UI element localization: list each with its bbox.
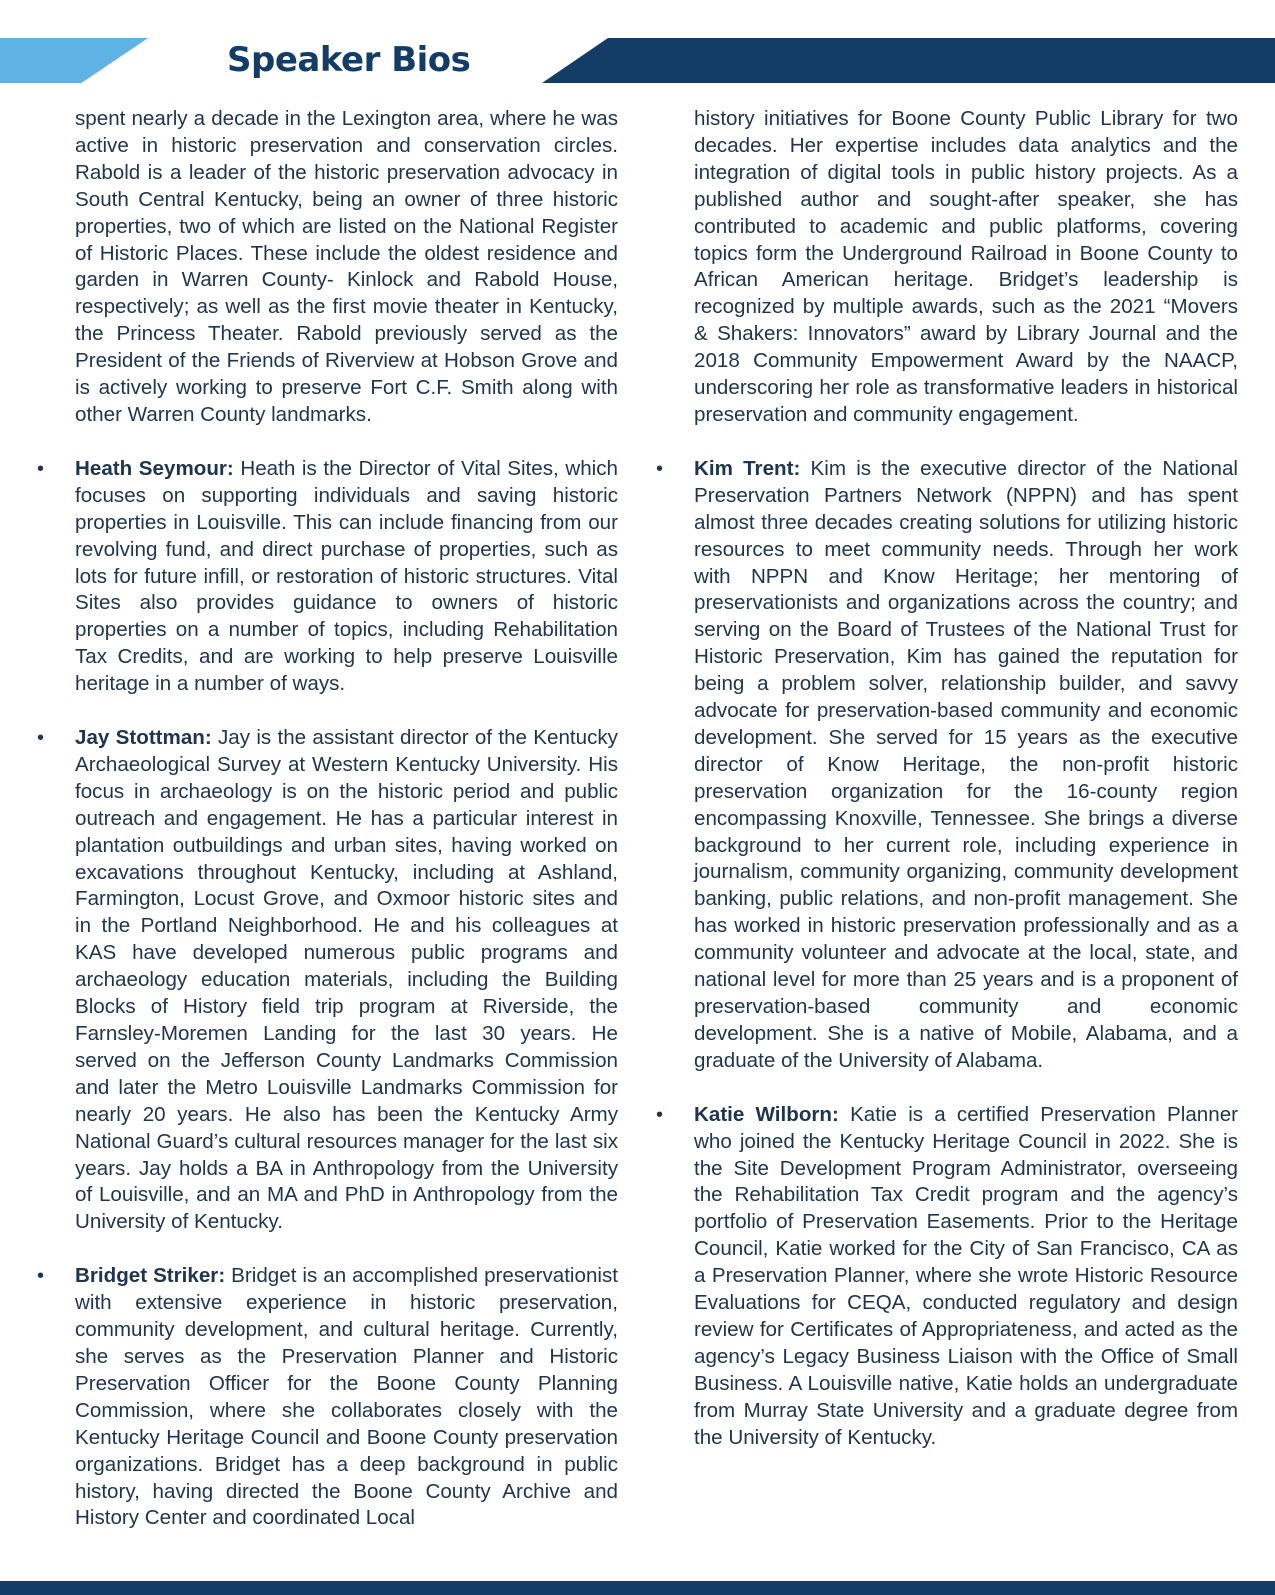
speaker-name: Katie Wilborn:: [694, 1102, 839, 1126]
speaker-bio-text: Jay is the assistant director of the Kentucky Archaeological Survey at Western Kentucky University. His focus in archaeology is on the historic period and public outreach and engagement. He has a particular interest in plantation outbuildings and urban sites, having worked on excavations throughout Kentucky, including at Ashland, Farmington, Locust Grove, and Oxmoor historic sites and in the Portland Neighborhood. He and his colleagues at KAS have developed numerous public programs and archaeology education materials, including the Building Blocks of History field trip program at Riverside, the Farnsley-Moremen Landing for the last 30 years. He served on the Jefferson County Landmarks Commission and later the Metro Louisville Landmarks Commission for nearly 20 years. He also has been the Kentucky Army National Guard’s cultural resources manager for the last six years. Jay holds a BA in Anthropology from the University of Louisville, and an MA and PhD in Anthropology from the University of Kentucky.: [75, 726, 618, 1234]
speaker-name: Bridget Striker:: [75, 1264, 226, 1288]
speaker-name: Heath Seymour:: [75, 456, 234, 480]
bullet-icon: •: [656, 1103, 664, 1126]
bullet-icon: •: [37, 727, 45, 750]
bio-bridget-striker: [37, 1263, 618, 1532]
footer-bar: [0, 1581, 1275, 1595]
left-column: [37, 106, 618, 1532]
speaker-bio-text: Kim is the executive director of the National Preservation Partners Network (NPPN) and has spent almost three decades creating solutions for utilizing historic resources to meet community needs. Through her work with NPPN and Know Heritage; her mentoring of preservationists and organizations across the country; and serving on the Board of Trustees of the National Trust for Historic Preservation, Kim has gained the reputation for being a problem solver, relationship builder, and savvy advocate for preservation-based community and economic development. She served for 15 years as the executive director of Know Heritage, the non-profit historic preservation organization for the 16-county region encompassing Knoxville, Tennessee. She brings a diverse background to her current role, including experience in journalism, community organizing, community development banking, public relations, and non-profit management. She has worked in historic preservation professionally and as a community volunteer and advocate at the local, state, and national level for more than 25 years and is a proponent of preservation-based community and economic development. She is a native of Mobile, Alabama, and a graduate of the University of Alabama.: [694, 456, 1238, 1072]
speaker-name: Jay Stottman:: [75, 726, 212, 750]
header-accent-right: [542, 38, 1275, 83]
speaker-bio-text: Katie is a certified Preservation Planner who joined the Kentucky Heritage Council in 2022. She is the Site Development Program Administrator, overseeing the Rehabilitation Tax Credit program and the agency’s portfolio of Preservation Easements. Prior to the Heritage Council, Katie worked for the City of San Francisco, CA as a Preservation Planner, where she wrote Historic Resource Evaluations for CEQA, conducted regulatory and design review for Certificates of Appropriateness, and acted as the agency’s Legacy Business Liaison with the Office of Small Business. A Louisville native, Katie holds an undergraduate from Murray State University and a graduate degree from the University of Kentucky.: [694, 1102, 1239, 1449]
header-accent-left: [0, 38, 148, 83]
page-title: Speaker Bios: [227, 40, 471, 80]
right-column: [656, 106, 1239, 1452]
bio-katie-wilborn: [656, 1102, 1239, 1452]
bio-continuation: history initiatives for Boone County Public Library for two decades. Her expertise includes data analytics and the integration of digital tools in public history projects. As a published author and sought-after speaker, she has contributed to academic and public platforms, covering topics form the Underground Railroad in Boone County to African American heritage. Bridget’s leadership is recognized by multiple awards, such as the 2021 “Movers & Shakers: Innovators” award by Library Journal and the 2018 Community Empowerment Award by the NAACP, underscoring her role as transformative leaders in historical preservation and community engagement.: [694, 107, 1238, 426]
bio-continuation: spent nearly a decade in the Lexington area, where he was active in historic preservation and conservation circles. Rabold is a leader of the historic preservation advocacy in South Central Kentucky, being an owner of three historic properties, two of which are listed on the National Register of Historic Places. These include the oldest residence and garden in Warren County- Kinlock and Rabold House, respectively; as well as the first movie theater in Kentucky, the Princess Theater. Rabold previously served as the President of the Friends of Riverview at Hobson Grove and is actively working to preserve Fort C.F. Smith along with other Warren County landmarks.: [75, 107, 618, 426]
bullet-icon: •: [37, 457, 45, 480]
bio-kim-trent: [656, 456, 1238, 1075]
bio-heath-seymour: [37, 456, 618, 698]
speaker-bio-text: Bridget is an accomplished preservationist with extensive experience in historic preservation, community development, and cultural heritage. Currently, she serves as the Preservation Planner and Historic Preservation Officer for the Boone County Planning Commission, where she collaborates closely with the Kentucky Heritage Council and Boone County preservation organizations. Bridget has a deep background in public history, having directed the Boone County Archive and History Center and coordinated Local: [75, 1264, 618, 1530]
speaker-name: Kim Trent:: [694, 456, 801, 480]
bullet-icon: •: [37, 1265, 45, 1288]
speaker-bio-text: Heath is the Director of Vital Sites, which focuses on supporting individuals and saving historic properties in Louisville. This can include financing from our revolving fund, and direct purchase of properties, such as lots for future infill, or restoration of historic structures. Vital Sites also provides guidance to owners of historic properties on a number of topics, including Rehabilitation Tax Credits, and are working to help preserve Louisville heritage in a number of ways.: [75, 456, 618, 696]
bullet-icon: •: [656, 457, 664, 480]
bio-jay-stottman: [37, 725, 618, 1236]
